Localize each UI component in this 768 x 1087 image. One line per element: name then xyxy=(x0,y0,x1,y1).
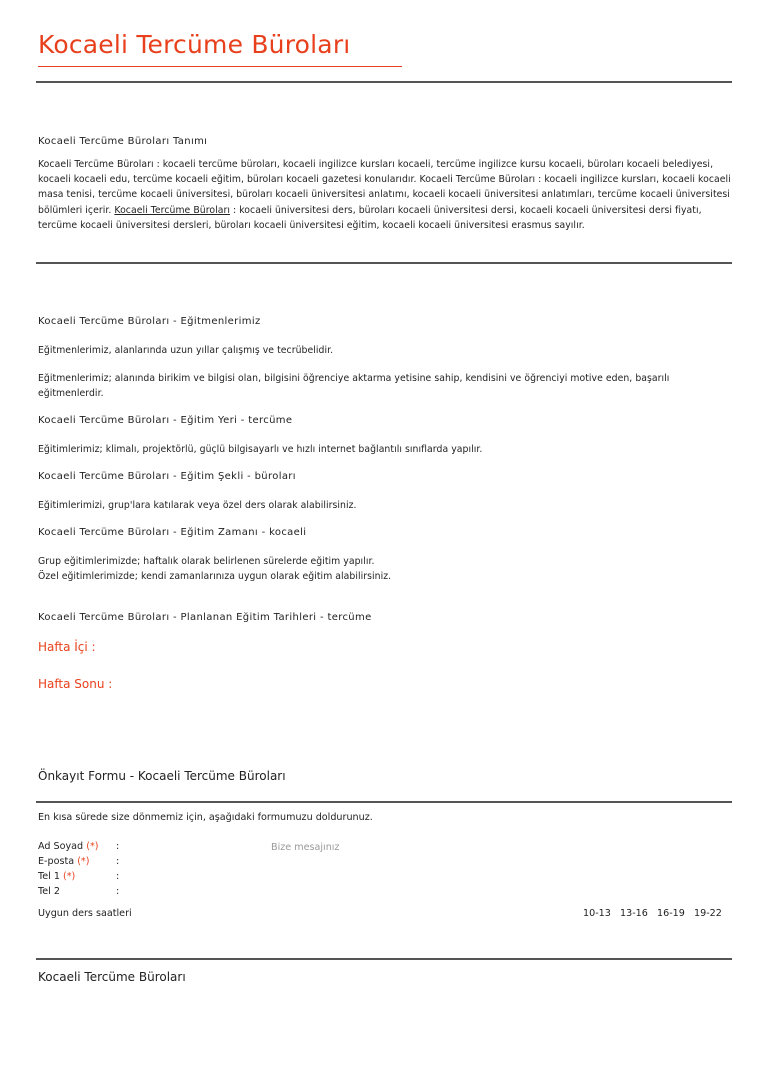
hour-option[interactable]: 16-19 xyxy=(657,908,685,919)
style-text: Eğitimlerimizi, grup'lara katılarak veya özel ders olarak alabilirsiniz. xyxy=(38,500,357,511)
title-underline xyxy=(38,66,402,67)
definition-text-part: : kocaeli üniversitesi ders, büroları kocaeli üniversitesi dersi, kocaeli kocaeli üniversitesi dersi fiyatı, tercüme kocaeli üniversitesi dersleri, büroları kocaeli üniversitesi eğitim, kocaeli kocaeli üniversitesi erasmus sayılır. xyxy=(38,204,702,231)
divider xyxy=(36,81,732,83)
divider xyxy=(36,801,732,803)
tel1-field[interactable]: : xyxy=(116,871,120,882)
name-label-text: Ad Soyad xyxy=(38,841,84,852)
hour-option[interactable]: 19-22 xyxy=(694,908,722,919)
definition-link[interactable]: Kocaeli Tercüme Büroları xyxy=(114,204,230,216)
page-title: Kocaeli Tercüme Büroları xyxy=(38,30,351,59)
time-p1: Grup eğitimlerimizde; haftalık olarak belirlenen sürelerde eğitim yapılır. xyxy=(38,556,375,567)
form-title: Önkayıt Formu - Kocaeli Tercüme Büroları xyxy=(38,769,286,783)
time-heading: Kocaeli Tercüme Büroları - Eğitim Zamanı - kocaeli xyxy=(38,527,307,538)
instructors-heading: Kocaeli Tercüme Büroları - Eğitmenlerimiz xyxy=(38,316,261,327)
form-intro: En kısa sürede size dönmemiz için, aşağıdaki formumuzu doldurunuz. xyxy=(38,812,373,823)
email-label-text: E-posta xyxy=(38,856,75,867)
hour-option[interactable]: 13-16 xyxy=(620,908,648,919)
definition-text-part: Kocaeli Tercüme Büroları : kocaeli tercüme büroları, kocaeli ingilizce kursları kocaeli, tercüme ingilizce kursu kocaeli, büroları kocaeli belediyesi, kocaeli kocaeli edu, tercüme kocaeli eğitim, büroları kocaeli gazetesi konularıdır. Kocaeli Tercüme Büroları : kocaeli ingilizce kursları, kocaeli kocaeli masa tenisi, tercüme kocaeli üniversitesi, büroları kocaeli üniversitesi anlatımı, kocaeli kocaeli üniversitesi anlatımları, tercüme kocaeli üniversitesi bölümleri içerir. xyxy=(38,159,731,216)
planned-heading: Kocaeli Tercüme Büroları - Planlanan Eğitim Tarihleri - tercüme xyxy=(38,612,372,623)
name-field[interactable]: : xyxy=(116,841,120,852)
weekend-label: Hafta Sonu : xyxy=(38,677,113,691)
required-mark: (*) xyxy=(86,841,99,852)
divider xyxy=(36,958,732,960)
tel2-field[interactable]: : xyxy=(116,886,120,897)
message-field[interactable]: Bize mesajınız xyxy=(271,842,340,853)
required-mark: (*) xyxy=(77,856,90,867)
divider xyxy=(36,262,732,264)
definition-text xyxy=(38,157,732,233)
tel2-field-label: Tel 2 xyxy=(38,886,60,897)
weekday-label: Hafta İçi : xyxy=(38,640,96,654)
name-field-label xyxy=(38,841,99,852)
tel1-label-text: Tel 1 xyxy=(38,871,60,882)
footer-title: Kocaeli Tercüme Büroları xyxy=(38,970,186,984)
required-mark: (*) xyxy=(63,871,76,882)
time-p2: Özel eğitimlerimizde; kendi zamanlarınıza uygun olarak eğitim alabilirsiniz. xyxy=(38,571,392,582)
hours-label: Uygun ders saatleri xyxy=(38,908,132,919)
email-field[interactable]: : xyxy=(116,856,120,867)
definition-heading: Kocaeli Tercüme Büroları Tanımı xyxy=(38,136,208,147)
hour-option[interactable]: 10-13 xyxy=(583,908,611,919)
place-text: Eğitimlerimiz; klimalı, projektörlü, güçlü bilgisayarlı ve hızlı internet bağlantılı sınıflarda yapılır. xyxy=(38,444,483,455)
instructors-p2: Eğitmenlerimiz; alanında birikim ve bilgisi olan, bilgisini öğrenciye aktarma yetisine sahip, kendisini ve öğrenciyi motive eden, başarılı eğitmenlerdir. xyxy=(38,373,670,400)
instructors-p1: Eğitmenlerimiz, alanlarında uzun yıllar çalışmış ve tecrübelidir. xyxy=(38,345,334,356)
tel1-field-label xyxy=(38,871,75,882)
email-field-label xyxy=(38,856,89,867)
style-heading: Kocaeli Tercüme Büroları - Eğitim Şekli - büroları xyxy=(38,471,296,482)
place-heading: Kocaeli Tercüme Büroları - Eğitim Yeri - tercüme xyxy=(38,415,293,426)
